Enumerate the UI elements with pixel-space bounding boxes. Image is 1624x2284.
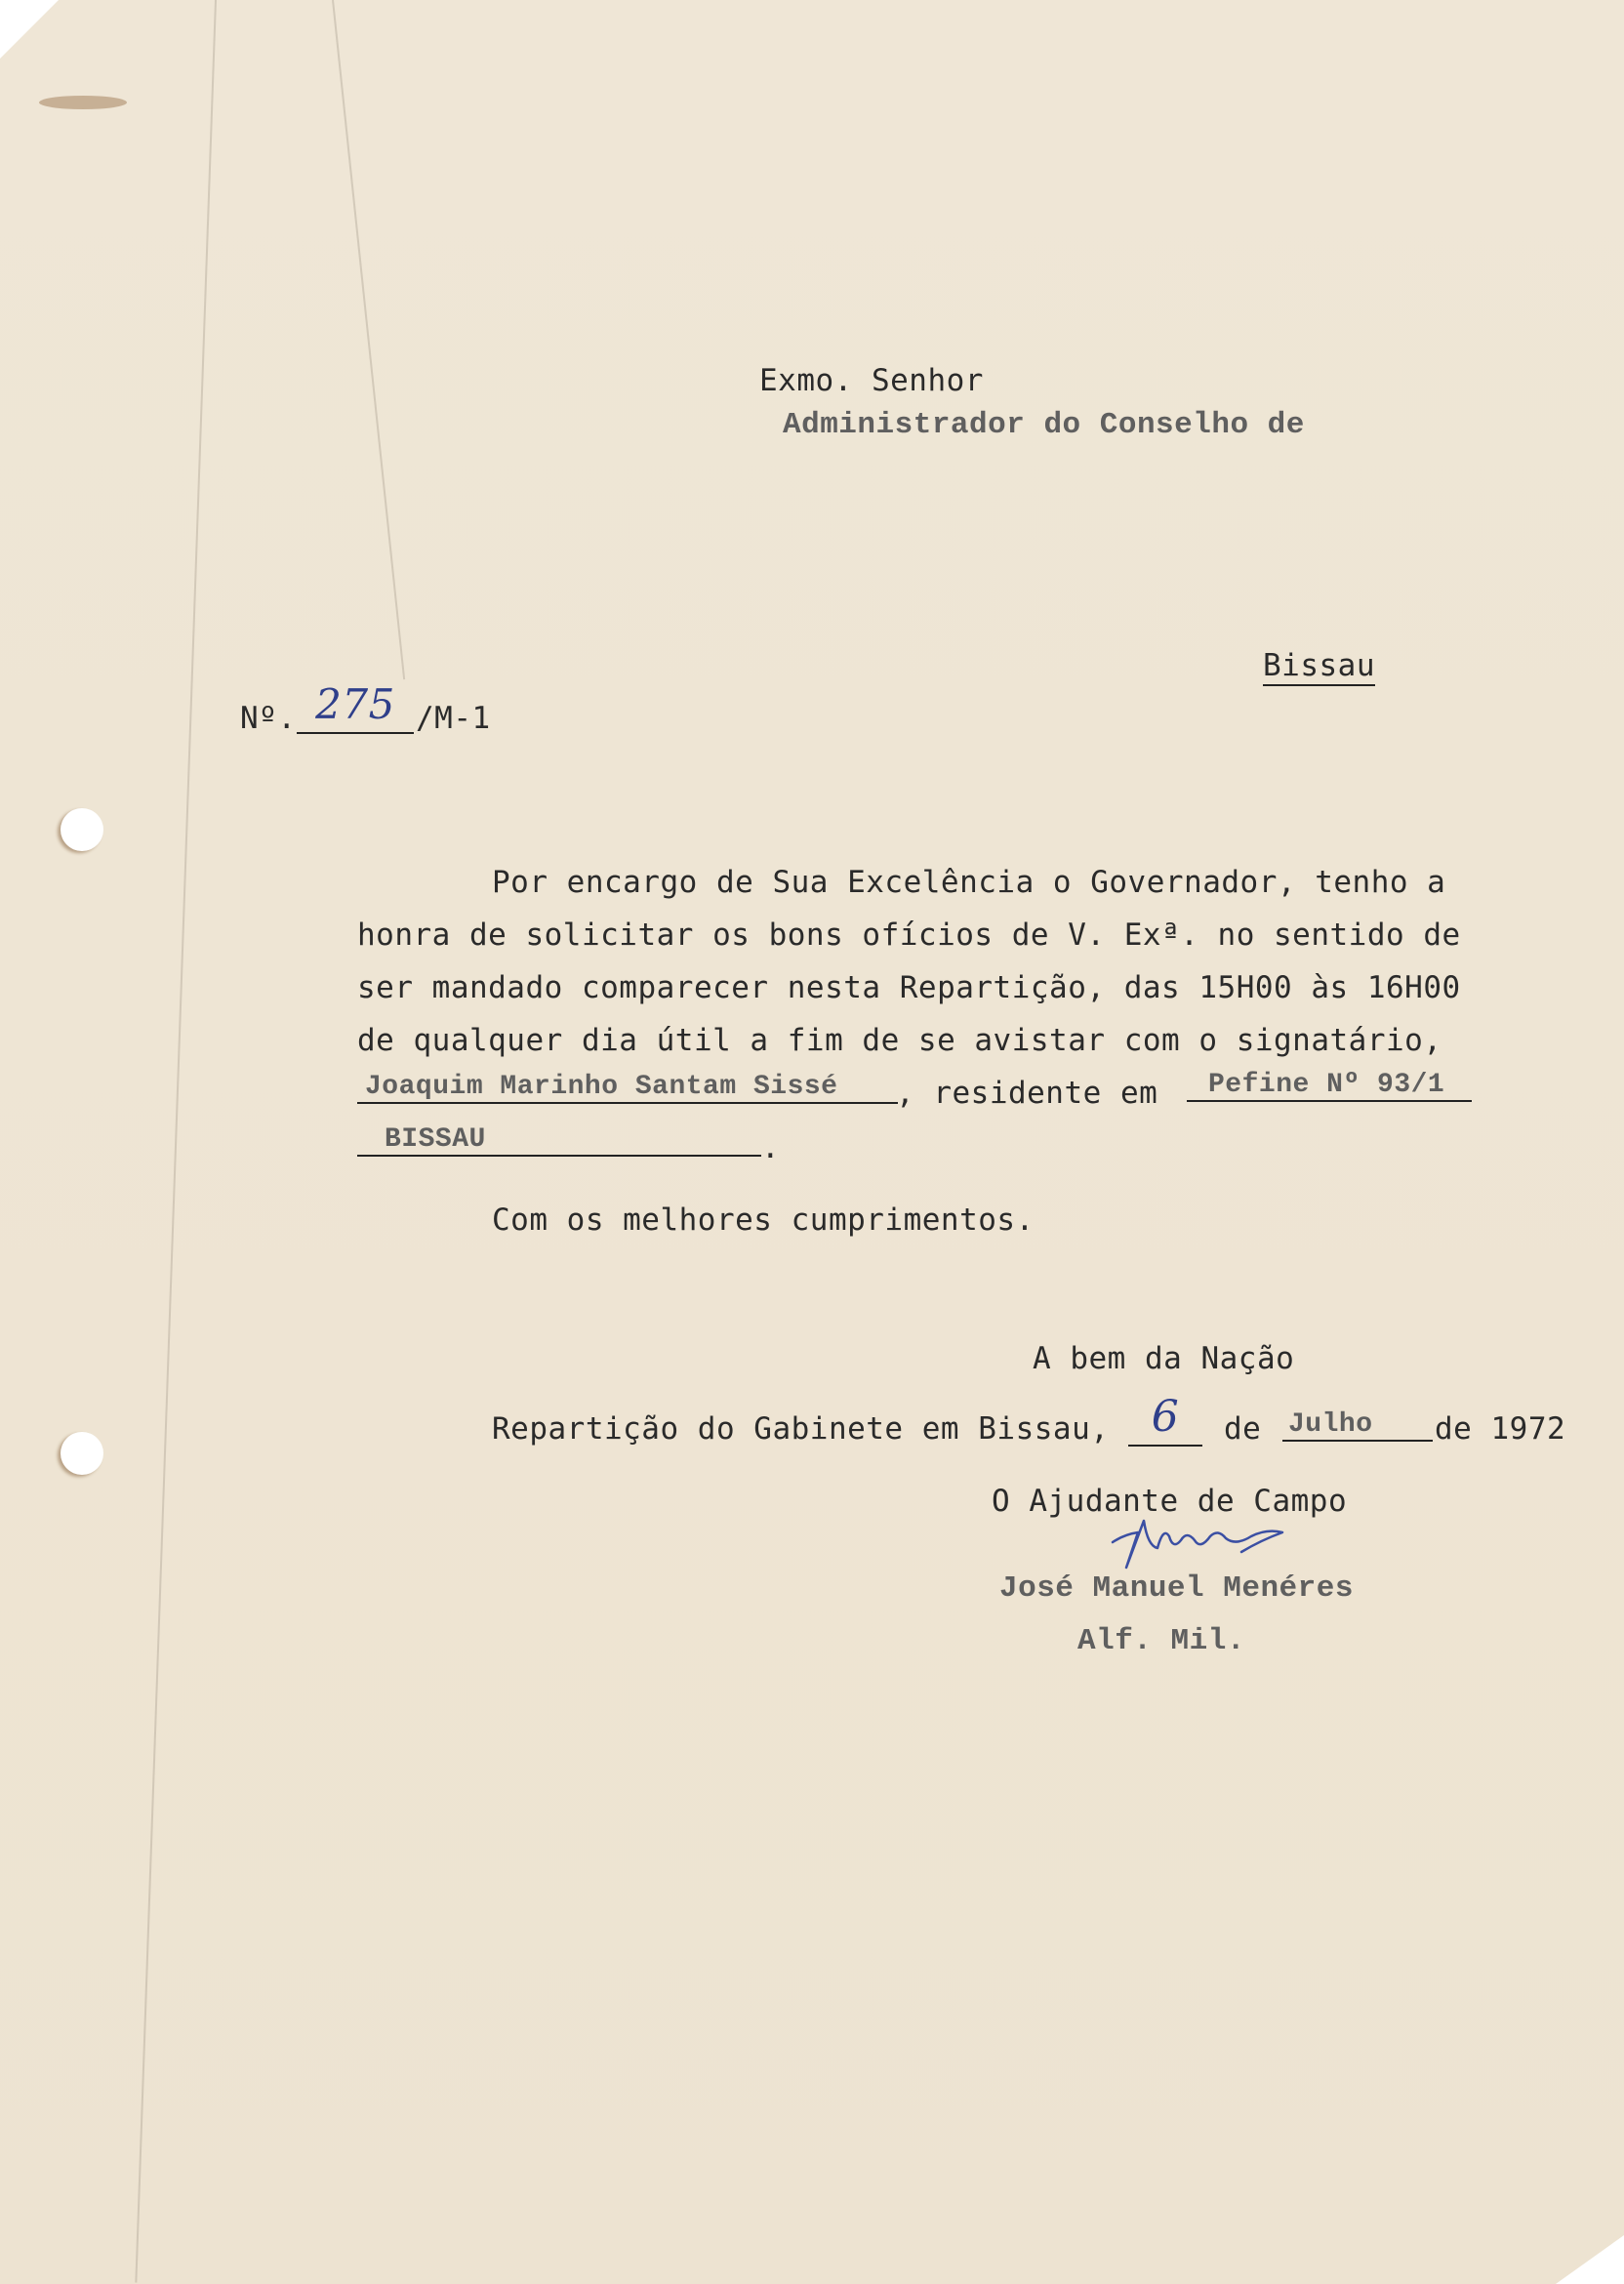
torn-corner-bottom-right [1556, 2235, 1624, 2284]
punch-hole-bottom [61, 1432, 103, 1475]
residence-label: , residente em [896, 1076, 1158, 1111]
punch-hole-top [61, 808, 103, 851]
handwritten-signature [1105, 1507, 1290, 1575]
date-day-handwritten: 6 [1128, 1390, 1202, 1447]
reference-prefix: Nº. [240, 701, 297, 736]
date-month-field: Julho [1282, 1409, 1433, 1442]
body-line-4: de qualquer dia útil a fim de se avistar com o signatário, [357, 1023, 1442, 1058]
date-de-1: de [1224, 1411, 1262, 1447]
body-line-2: honra de solicitar os bons ofícios de V. Exª. no sentido de [357, 918, 1461, 953]
motto: A bem da Nação [1033, 1341, 1295, 1376]
closing-line: Com os melhores cumprimentos. [492, 1203, 1035, 1238]
reference-suffix: /M-1 [416, 701, 491, 736]
city-field: BISSAU [357, 1124, 761, 1157]
torn-corner-top-left [0, 0, 59, 59]
body-line-3: ser mandado comparecer nesta Repartição, das 15H00 às 16H00 [357, 970, 1461, 1005]
signatory-name-stamp: José Manuel Menéres [999, 1571, 1354, 1606]
reference-number-handwritten: 275 [297, 677, 414, 734]
stain-mark [39, 96, 127, 109]
date-prefix: Repartição do Gabinete em Bissau, [492, 1411, 1110, 1447]
city-heading: Bissau [1263, 648, 1375, 686]
residence-field: Pefine Nº 93/1 [1187, 1070, 1472, 1102]
body-line-1: Por encargo de Sua Excelência o Governador, tenho a [492, 865, 1446, 900]
date-de-year: de 1972 [1435, 1411, 1566, 1447]
paper-fold-line [135, 0, 217, 2283]
signatory-rank-stamp: Alf. Mil. [1077, 1624, 1245, 1658]
body-period: . [761, 1130, 781, 1165]
paper-fold-line [332, 0, 405, 679]
salutation: Exmo. Senhor [759, 363, 984, 398]
person-name-field: Joaquim Marinho Santam Sissé [357, 1072, 898, 1104]
signatory-title: O Ajudante de Campo [992, 1484, 1348, 1519]
recipient-stamp: Administrador do Conselho de [783, 408, 1305, 442]
